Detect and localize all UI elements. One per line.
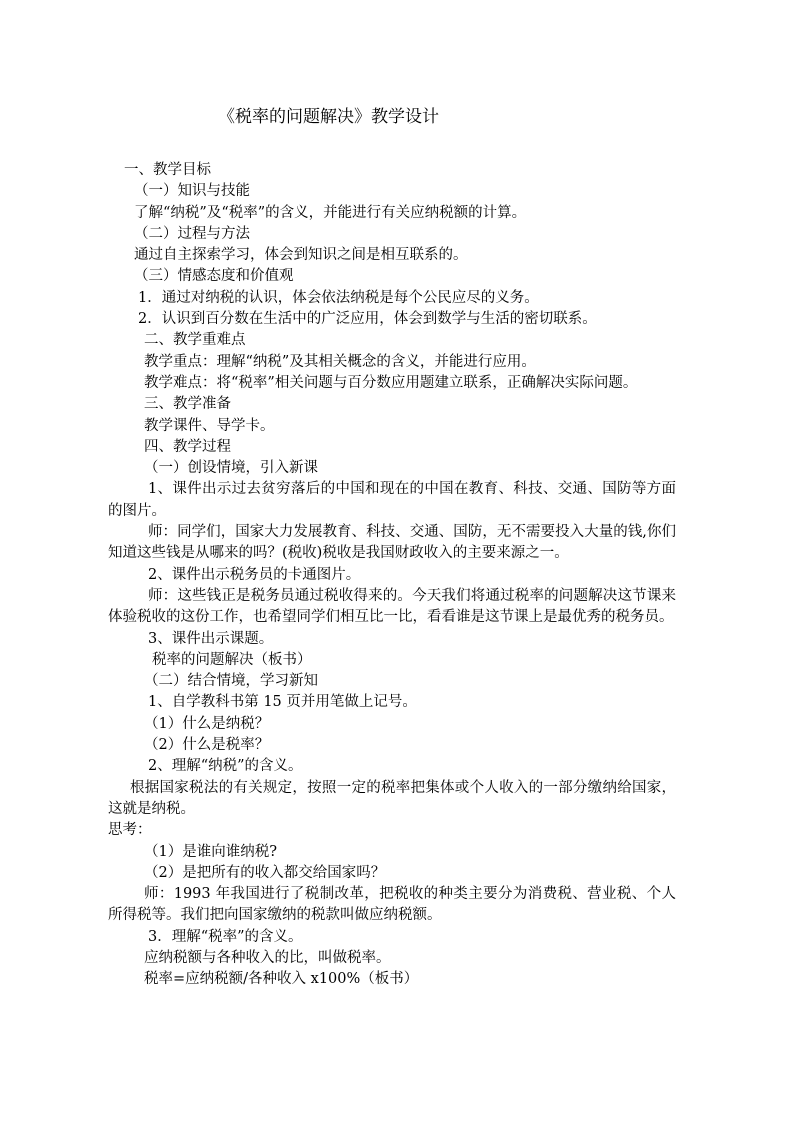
- list-item: 2、课件出示税务员的卡通图片。: [148, 566, 361, 583]
- list-item: （2）什么是税率？: [144, 737, 270, 754]
- paragraph: [120, 373, 676, 394]
- document-body: [108, 160, 676, 991]
- paragraph-text: 根据国家税法的有关规定，按照一定的税率把集体或个人收入的一部分缴纳给国家，这就是纳税。: [108, 779, 676, 817]
- paragraph-text: 师：这些钱正是税务员通过税收得来的。今天我们将通过税率的问题解决这节课来体验税收的这份工作，也希望同学们相互比一比，看看谁是这节课上是最优秀的税务员。: [108, 587, 676, 626]
- paragraph: [108, 778, 676, 821]
- subsection-heading: （二）结合情境，学习新知: [144, 673, 318, 690]
- list-item: 3、课件出示课题。: [148, 630, 274, 647]
- paragraph: 通过自主探索学习，体会到知识之间是相互联系的。: [134, 247, 468, 264]
- paragraph-text: 思考：: [108, 822, 152, 839]
- paragraph: [108, 820, 676, 841]
- paragraph: 应纳税额与各种收入的比，叫做税率。: [144, 949, 391, 966]
- list-item: （1）什么是纳税？: [144, 715, 270, 732]
- list-item: 1．通过对纳税的认识，体会依法纳税是每个公民应尽的义务。: [138, 289, 539, 306]
- subsection-heading: （三）情感态度和价值观: [134, 268, 294, 285]
- paragraph: [108, 522, 676, 565]
- subsection-heading: （一）创设情境，引入新课: [144, 460, 318, 477]
- paragraph: 教学课件、导学卡。: [144, 417, 275, 434]
- paragraph-text: 师：同学们，国家大力发展教育、科技、交通、国防，无不需要投入大量的钱,你们知道这些钱是从哪来的吗？(税收)税收是我国财政收入的主要来源之一。: [108, 524, 676, 562]
- subsection-heading: （一）知识与技能: [134, 183, 250, 200]
- paragraph-text: 1、课件出示过去贫穷落后的中国和现在的中国在教育、科技、交通、国防等方面的图片。: [108, 481, 676, 519]
- paragraph: 教学重点：理解“纳税”及其相关概念的含义，并能进行应用。: [144, 353, 536, 370]
- list-item: （2）是把所有的收入都交给国家吗？: [144, 864, 386, 881]
- list-item: 2．认识到百分数在生活中的广泛应用，体会到数学与生活的密切联系。: [138, 311, 597, 328]
- formula: 税率=应纳税额/各种收入 x100%（板书）: [144, 971, 419, 988]
- paragraph: 税率的问题解决（板书）: [152, 651, 312, 668]
- list-item: 2、理解“纳税”的含义。: [148, 758, 303, 775]
- list-item: 1、自学教科书第 15 页并用笔做上记号。: [148, 694, 417, 711]
- section-heading: 一、教学目标: [124, 162, 211, 178]
- paragraph-text: 教学难点：将“税率”相关问题与百分数应用题建立联系，正确解决实际问题。: [144, 374, 638, 391]
- document-title: 《税率的问题解决》教学设计: [218, 107, 439, 127]
- list-item: 3．理解“税率”的含义。: [148, 928, 303, 945]
- section-heading: 二、教学重难点: [144, 332, 246, 349]
- paragraph: [108, 884, 676, 927]
- section-heading: 四、教学过程: [144, 438, 231, 455]
- paragraph-text: 师：1993 年我国进行了税制改革，把税收的种类主要分为消费税、营业税、个人所得税等。我们把向国家缴纳的税款叫做应纳税额。: [108, 886, 676, 924]
- list-item: （1）是谁向谁纳税?: [144, 843, 277, 860]
- paragraph: [108, 586, 676, 629]
- subsection-heading: （二）过程与方法: [134, 225, 250, 242]
- section-heading: 三、教学准备: [144, 396, 231, 413]
- paragraph: 了解“纳税”及“税率”的含义，并能进行有关应纳税额的计算。: [134, 204, 527, 221]
- paragraph: [108, 479, 676, 522]
